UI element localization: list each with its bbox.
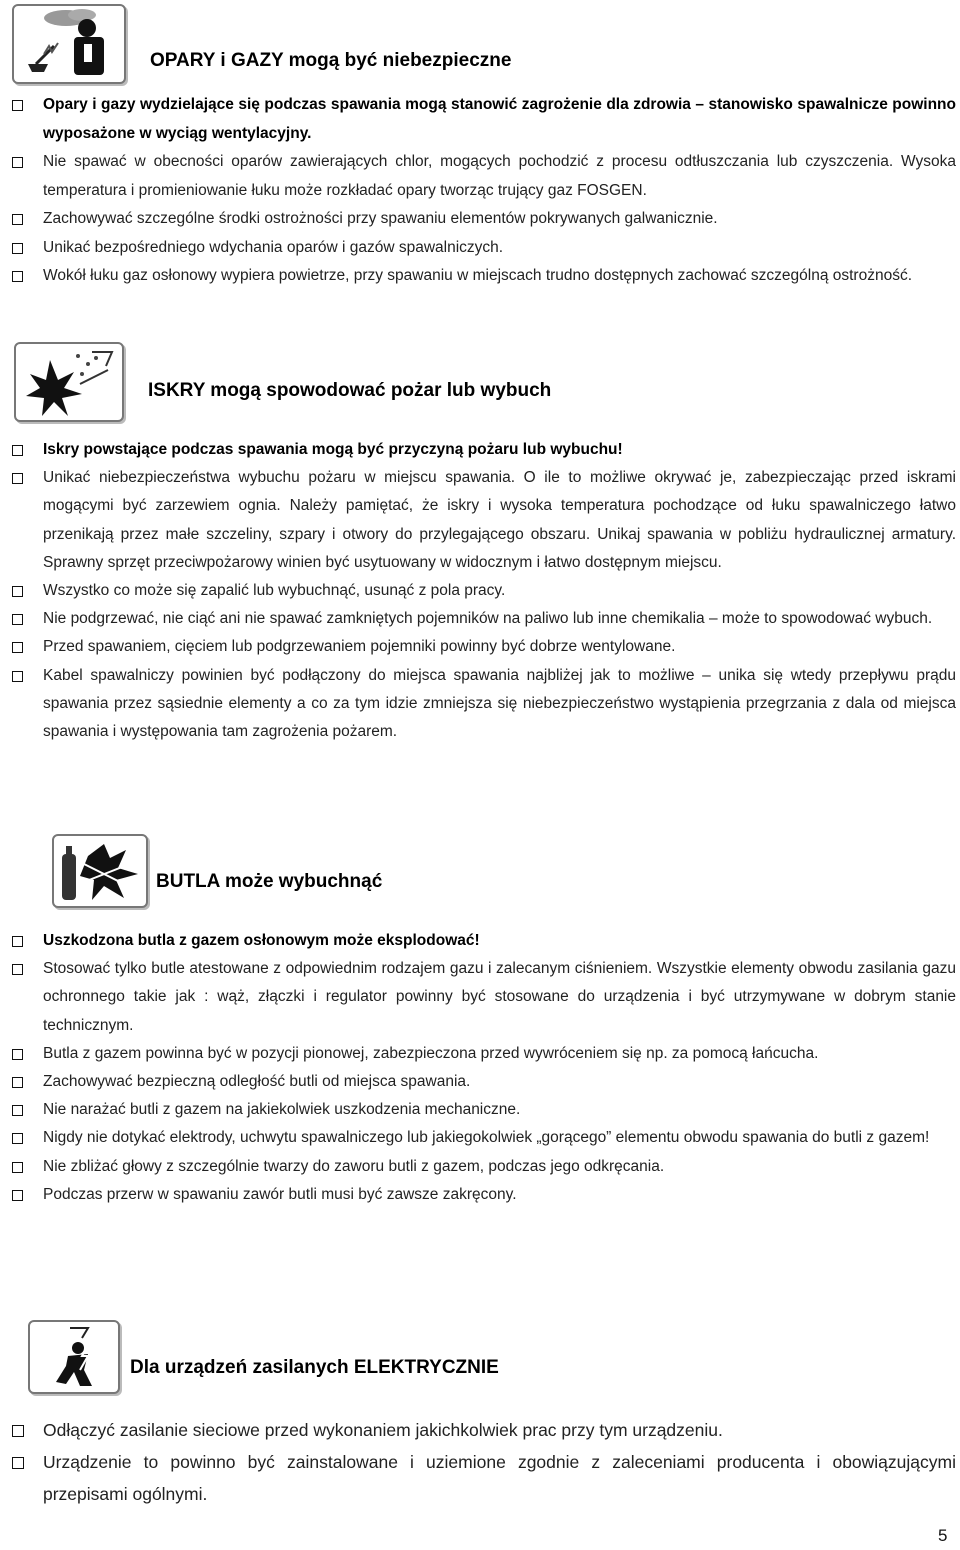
checkbox-bullet-icon	[12, 642, 23, 653]
sparks-section-title: ISKRY mogą spowodować pożar lub wybuch	[148, 380, 552, 401]
checkbox-bullet-icon	[12, 614, 23, 625]
checkbox-bullet-icon	[12, 964, 23, 975]
list-item: Stosować tylko butle atestowane z odpowiednim rodzajem gazu i zalecanym ciśnieniem. Wszystkie elementy obwodu zasilania gazu ochronnego takie jak : wąż, złączki i regulator powinny być stosowane do urządzenia i być utrzymywane w dobrym stanie technicznym.	[12, 955, 956, 1040]
list-item: Butla z gazem powinna być w pozycji pionowej, zabezpieczona przed wywróceniem się np. za pomocą łańcucha.	[12, 1040, 956, 1068]
electrical-list	[12, 1414, 956, 1510]
list-item: Nigdy nie dotykać elektrody, uchwytu spawalniczego lub jakiegokolwiek „gorącego” elementu obwodu spawania do butli z gazem!	[12, 1124, 956, 1152]
checkbox-bullet-icon	[12, 445, 23, 456]
list-item: Urządzenie to powinno być zainstalowane i uziemione zgodnie z zaleceniami producenta i obowiązującymi przepisami ogólnymi.	[12, 1446, 956, 1510]
checkbox-bullet-icon	[12, 1190, 23, 1201]
checkbox-bullet-icon	[12, 271, 23, 282]
checkbox-bullet-icon	[12, 586, 23, 597]
checkbox-bullet-icon	[12, 1049, 23, 1060]
list-item: Odłączyć zasilanie sieciowe przed wykonaniem jakichkolwiek prac przy tym urządzeniu.	[12, 1414, 956, 1446]
list-item: Wszystko co może się zapalić lub wybuchnąć, usunąć z pola pracy.	[12, 577, 956, 605]
checkbox-bullet-icon	[12, 936, 23, 947]
list-item: Podczas przerw w spawaniu zawór butli musi być zawsze zakręcony.	[12, 1181, 956, 1209]
checkbox-bullet-icon	[12, 671, 23, 682]
list-item: Unikać niebezpieczeństwa wybuchu pożaru w miejscu spawania. O ile to możliwe okrywać je, zabezpieczając przed iskrami mogącymi być zarzewiem ognia. Należy pamiętać, że iskry i wysoka temperatura pochodzące od łuku spawalniczego łatwo przenikają przez małe szczeliny, szpary i otwory do przylegającego obszaru. Unikaj spawania w pobliżu hydraulicznej armatury. Sprawny sprzęt przeciwpożarowy winien być usytuowany w widocznym i łatwo dostępnym miejscu.	[12, 464, 956, 577]
list-item: Unikać bezpośredniego wdychania oparów i gazów spawalniczych.	[12, 234, 956, 263]
list-item: Uszkodzona butla z gazem osłonowym może eksplodować!	[12, 927, 956, 955]
list-item: Zachowywać bezpieczną odległość butli od miejsca spawania.	[12, 1068, 956, 1096]
checkbox-bullet-icon	[12, 1162, 23, 1173]
list-item: Nie spawać w obecności oparów zawierających chlor, mogących pochodzić z procesu odtłuszczania lub czyszczenia. Wysoka temperatura i promieniowanie łuku może rozkładać opary tworząc trujący gaz FOSGEN.	[12, 148, 956, 205]
checkbox-bullet-icon	[12, 1105, 23, 1116]
checkbox-bullet-icon	[12, 100, 23, 111]
gas-cylinder-explosion-icon	[52, 834, 148, 908]
checkbox-bullet-icon	[12, 157, 23, 168]
list-item: Opary i gazy wydzielające się podczas spawania mogą stanowić zagrożenie dla zdrowia – stanowisko spawalnicze powinno wyposażone w wyciąg wentylacyjny.	[12, 91, 956, 148]
checkbox-bullet-icon	[12, 1133, 23, 1144]
cylinder-section-title: BUTLA może wybuchnąć	[156, 871, 383, 892]
checkbox-bullet-icon	[12, 1457, 24, 1469]
list-item: Nie zbliżać głowy z szczególnie twarzy do zaworu butli z gazem, podczas jego odkręcania.	[12, 1153, 956, 1181]
list-item: Zachowywać szczególne środki ostrożności przy spawaniu elementów pokrywanych galwanicznie.	[12, 205, 956, 234]
list-item: Iskry powstające podczas spawania mogą być przyczyną pożaru lub wybuchu!	[12, 436, 956, 464]
cylinder-list	[12, 927, 956, 1209]
electric-shock-icon	[28, 1320, 120, 1394]
fumes-list	[12, 91, 956, 291]
checkbox-bullet-icon	[12, 473, 23, 484]
list-item: Wokół łuku gaz osłonowy wypiera powietrze, przy spawaniu w miejscach trudno dostępnych zachować szczególną ostrożność.	[12, 262, 956, 291]
electrical-section-title: Dla urządzeń zasilanych ELEKTRYCZNIE	[130, 1357, 499, 1378]
checkbox-bullet-icon	[12, 243, 23, 254]
list-item: Przed spawaniem, cięciem lub podgrzewaniem pojemniki powinny być dobrze wentylowane.	[12, 633, 956, 661]
sparks-explosion-icon	[14, 342, 124, 422]
fumes-warning-icon	[12, 4, 126, 84]
checkbox-bullet-icon	[12, 1077, 23, 1088]
list-item: Nie podgrzewać, nie ciąć ani nie spawać zamkniętych pojemników na paliwo lub inne chemikalia – może to spowodować wybuch.	[12, 605, 956, 633]
checkbox-bullet-icon	[12, 1425, 24, 1437]
page-number: 5	[938, 1526, 948, 1545]
sparks-list	[12, 436, 956, 746]
list-item: Nie narażać butli z gazem na jakiekolwiek uszkodzenia mechaniczne.	[12, 1096, 956, 1124]
fumes-section-title: OPARY i GAZY mogą być niebezpieczne	[150, 50, 512, 71]
list-item: Kabel spawalniczy powinien być podłączony do miejsca spawania najbliżej jak to możliwe – unika się wtedy przepływu prądu spawania przez sąsiednie elementy a co za tym idzie zmniejsza się niebezpieczeństwo wystąpienia przegrzania z dala od miejsca spawania i występowania tam zagrożenia pożarem.	[12, 662, 956, 747]
checkbox-bullet-icon	[12, 214, 23, 225]
